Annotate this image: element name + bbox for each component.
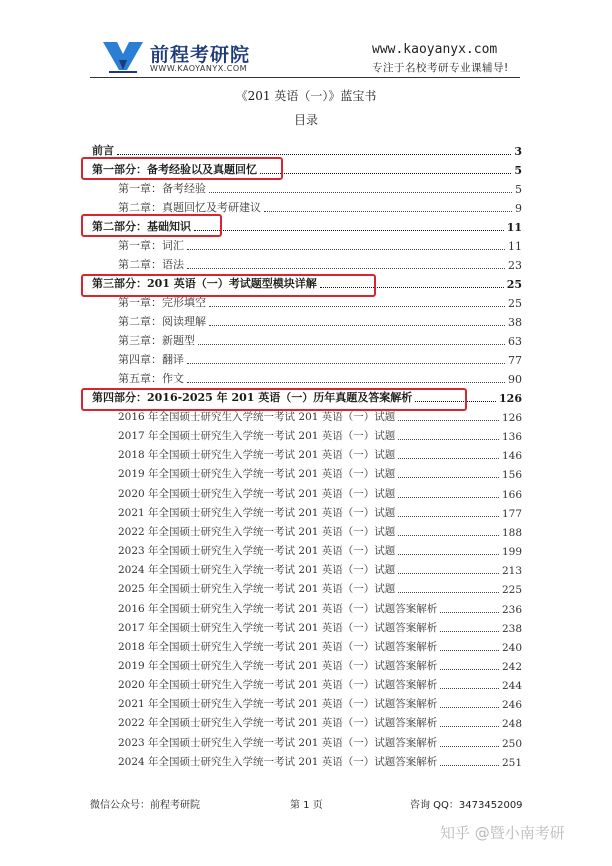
toc-entry-title: 2021 年全国硕士研究生入学统一考试 201 英语（一）试题 — [118, 506, 396, 519]
toc-entry-title: 第四章：翻译 — [118, 353, 184, 366]
toc-exam-entry[interactable] — [92, 674, 522, 692]
toc-entry-title: 第三章：新题型 — [118, 334, 195, 347]
toc-leader-dots — [398, 554, 499, 555]
toc-exam-entry[interactable] — [92, 693, 522, 711]
toc-entry-title: 2020 年全国硕士研究生入学统一考试 201 英语（一）试题答案解析 — [118, 679, 438, 692]
toc-exam-entry[interactable] — [92, 463, 522, 481]
toc-chapter-entry[interactable] — [92, 178, 522, 196]
page-header — [0, 0, 612, 78]
toc-leader-dots — [398, 516, 499, 517]
toc-entry-title: 第二章：真题回忆及考研建议 — [118, 201, 261, 214]
toc-entry-title: 第五章：作文 — [118, 372, 184, 385]
toc-entry-page: 126 — [499, 392, 522, 405]
toc-entry-page: 236 — [501, 603, 522, 616]
highlight-box-part-4 — [81, 388, 467, 411]
toc-leader-dots — [117, 154, 511, 155]
toc-entry-title: 2020 年全国硕士研究生入学统一考试 201 英语（一）试题 — [118, 487, 396, 500]
toc-entry-title: 2022 年全国硕士研究生入学统一考试 201 英语（一）试题答案解析 — [118, 717, 438, 730]
toc-leader-dots — [440, 746, 499, 747]
toc-leader-dots — [260, 173, 511, 174]
toc-entry-title: 2018 年全国硕士研究生入学统一考试 201 英语（一）试题答案解析 — [118, 640, 438, 653]
toc-leader-dots — [398, 439, 499, 440]
toc-chapter-entry[interactable] — [92, 330, 522, 348]
toc-entry-title: 2023 年全国硕士研究生入学统一考试 201 英语（一）试题 — [118, 545, 396, 558]
toc-exam-entry[interactable] — [92, 636, 522, 654]
toc-entry-title: 前言 — [92, 144, 114, 157]
toc-entry-title: 第二章：语法 — [118, 258, 184, 271]
toc-part-entry[interactable] — [92, 140, 522, 158]
toc-leader-dots — [440, 612, 499, 613]
toc-leader-dots — [440, 707, 499, 708]
toc-entry-page: 242 — [501, 660, 522, 673]
toc-entry-page: 251 — [501, 756, 522, 769]
brand-name: 前程考研院 — [150, 44, 251, 66]
toc-entry-title: 2024 年全国硕士研究生入学统一考试 201 英语（一）试题 — [118, 564, 396, 577]
toc-entry-title: 2023 年全国硕士研究生入学统一考试 201 英语（一）试题答案解析 — [118, 736, 438, 749]
toc-chapter-entry[interactable] — [92, 235, 522, 253]
toc-exam-entry[interactable] — [92, 502, 522, 520]
toc-entry-title: 2022 年全国硕士研究生入学统一考试 201 英语（一）试题 — [118, 525, 396, 538]
toc-entry-page: 156 — [501, 469, 522, 482]
toc-entry-page: 248 — [501, 718, 522, 731]
toc-exam-entry[interactable] — [92, 521, 522, 539]
toc-leader-dots — [187, 249, 505, 250]
toc-entry-page: 177 — [501, 507, 522, 520]
toc-leader-dots — [398, 420, 499, 421]
toc-entry-title: 2021 年全国硕士研究生入学统一考试 201 英语（一）试题答案解析 — [118, 698, 438, 711]
toc-heading: 目录 — [293, 113, 318, 127]
toc-entry-page: 136 — [501, 431, 522, 444]
toc-leader-dots — [194, 230, 504, 231]
toc-entry-page: 63 — [508, 335, 522, 348]
toc-exam-entry[interactable] — [92, 559, 522, 577]
toc-entry-page: 23 — [508, 259, 522, 272]
toc-leader-dots — [398, 497, 499, 498]
toc-leader-dots — [398, 477, 499, 478]
toc-entry-page: 5 — [514, 164, 522, 177]
toc-entry-page: 126 — [501, 412, 522, 424]
toc-exam-entry[interactable] — [92, 751, 522, 769]
toc-entry-page: 11 — [506, 221, 522, 234]
toc-leader-dots — [440, 688, 499, 689]
toc-entry-page: 199 — [501, 546, 522, 559]
toc-chapter-entry[interactable] — [92, 349, 522, 367]
toc-leader-dots — [398, 573, 499, 574]
toc-entry-title: 第一章：词汇 — [118, 239, 184, 252]
toc-entry-page: 38 — [508, 316, 522, 329]
toc-chapter-entry[interactable] — [92, 311, 522, 329]
toc-entry-page: 188 — [501, 526, 522, 539]
toc-leader-dots — [398, 458, 499, 459]
toc-entry-title: 第一章：完形填空 — [118, 296, 206, 309]
toc-entry-page: 146 — [501, 450, 522, 463]
toc-entry-title: 2018 年全国硕士研究生入学统一考试 201 英语（一）试题 — [118, 449, 396, 462]
toc-chapter-entry[interactable] — [92, 197, 522, 215]
toc-entry-title: 第一章：备考经验 — [118, 182, 206, 195]
toc-leader-dots — [187, 268, 505, 269]
footer-page-number: 第 1 页 — [290, 800, 323, 811]
toc-entry-page: 25 — [506, 278, 522, 291]
toc-entry-page: 244 — [501, 680, 522, 693]
brand-url: WWW.KAOYANYX.COM — [150, 64, 248, 73]
highlight-box-part-3 — [81, 274, 376, 297]
header-divider — [90, 77, 520, 78]
document-title: 《201 英语（一）》蓝宝书 — [235, 89, 377, 103]
toc-entry-page: 5 — [515, 183, 522, 196]
toc-chapter-entry[interactable] — [92, 368, 522, 386]
footer-wechat: 微信公众号：前程考研院 — [90, 800, 200, 811]
toc-leader-dots — [209, 306, 505, 307]
toc-entry-title: 第二章：阅读理解 — [118, 315, 206, 328]
toc-entry-title: 2025 年全国硕士研究生入学统一考试 201 英语（一）试题 — [118, 583, 396, 596]
toc-entry-title: 第一部分：备考经验以及真题回忆 — [92, 163, 257, 176]
toc-leader-dots — [209, 192, 512, 193]
slogan: 专注于名校考研专业课辅导! — [372, 62, 509, 74]
toc-exam-entry[interactable] — [92, 483, 522, 501]
toc-exam-entry[interactable] — [92, 732, 522, 750]
toc-exam-entry[interactable] — [92, 444, 522, 462]
kaoyanyx-logo-icon — [103, 40, 143, 74]
toc-entry-page: 246 — [501, 699, 522, 712]
toc-chapter-entry[interactable] — [92, 254, 522, 272]
site-url[interactable]: www.kaoyanyx.com — [372, 42, 498, 57]
toc-entry-title: 2016 年全国硕士研究生入学统一考试 201 英语（一）试题答案解析 — [118, 602, 438, 615]
footer-contact: 咨询 QQ：3473452009 — [410, 800, 523, 811]
toc-leader-dots — [198, 344, 505, 345]
toc-leader-dots — [440, 650, 499, 651]
toc-entry-page: 240 — [501, 641, 522, 654]
highlight-box-part-2 — [81, 214, 222, 237]
watermark: 知乎 @暨小南考研 — [440, 824, 565, 842]
toc-entry-page: 166 — [501, 488, 522, 501]
toc-leader-dots — [209, 325, 505, 326]
toc-entry-page: 9 — [515, 202, 522, 215]
toc-leader-dots — [440, 669, 499, 670]
toc-entry-page: 77 — [508, 354, 522, 367]
toc-entry-title: 2017 年全国硕士研究生入学统一考试 201 英语（一）试题答案解析 — [118, 621, 438, 634]
toc-entry-page: 3 — [514, 145, 522, 158]
toc-leader-dots — [187, 363, 505, 364]
toc-entry-title: 2019 年全国硕士研究生入学统一考试 201 英语（一）试题答案解析 — [118, 659, 438, 672]
toc-entry-title: 第二部分：基础知识 — [92, 220, 191, 233]
toc-leader-dots — [440, 765, 499, 766]
toc-exam-entry[interactable] — [92, 598, 522, 616]
toc-entry-page: 25 — [508, 297, 522, 310]
toc-exam-entry[interactable] — [92, 540, 522, 558]
toc-exam-entry[interactable] — [92, 578, 522, 596]
toc-entry-title: 2017 年全国硕士研究生入学统一考试 201 英语（一）试题 — [118, 430, 396, 443]
toc-exam-entry[interactable] — [92, 617, 522, 635]
toc-entry-title: 2019 年全国硕士研究生入学统一考试 201 英语（一）试题 — [118, 468, 396, 481]
toc-leader-dots — [187, 382, 505, 383]
highlight-box-part-1 — [81, 157, 283, 180]
toc-leader-dots — [398, 592, 499, 593]
toc-entry-page: 238 — [501, 622, 522, 635]
toc-entry-page: 213 — [501, 565, 522, 578]
toc-entry-title: 第四部分：2016-2025 年 201 英语（一）历年真题及答案解析 — [92, 391, 413, 404]
toc-leader-dots — [440, 631, 499, 632]
toc-exam-entry[interactable] — [92, 712, 522, 730]
toc-leader-dots — [264, 211, 512, 212]
toc-entry-page: 90 — [508, 373, 522, 386]
toc-leader-dots — [398, 535, 499, 536]
toc-entry-page: 11 — [508, 240, 522, 253]
toc-leader-dots — [440, 726, 499, 727]
toc-exam-entry[interactable] — [92, 655, 522, 673]
toc-entry-page: 250 — [501, 737, 522, 750]
toc-entry-title: 2024 年全国硕士研究生入学统一考试 201 英语（一）试题答案解析 — [118, 755, 438, 768]
toc-entry-title: 第三部分：201 英语（一）考试题型模块详解 — [92, 277, 317, 290]
toc-entry-title: 2016 年全国硕士研究生入学统一考试 201 英语（一）试题 — [118, 411, 396, 423]
toc-entry-page: 225 — [501, 584, 522, 597]
toc-exam-entry[interactable] — [92, 425, 522, 443]
